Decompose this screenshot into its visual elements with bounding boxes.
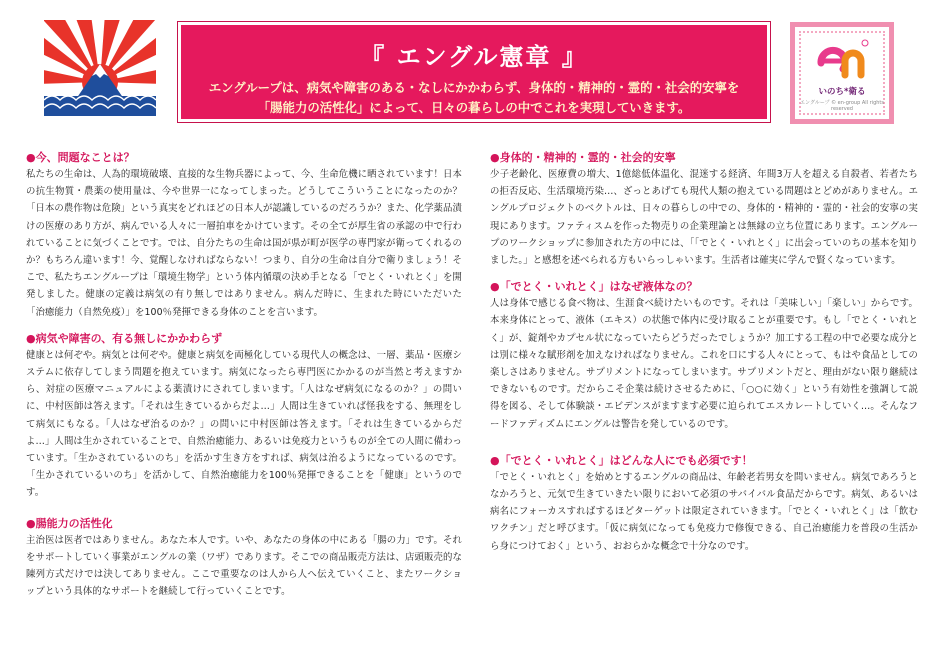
section-body: 「でとく・いれとく」を始めとするエングルの商品は、年齢老若男女を問いません。病気であろうとなかろうと、元気で生きていきたい限りにおいて必須のサバイバル食品だからです。病気、あるいは病名にフォーカスすればするほどターゲットは限定されていきます。「でとく・いれとく」は「飲むワクチン」だと呼びます。「仮に病気になっても免疫力で修復できる、自己治癒能力を普段の生活から身につけておく」という、おおらかな概念で十分なのです。 — [490, 471, 918, 552]
section-body: 私たちの生命は、人為的環境破壊、直接的な生物兵器によって、今、生命危機に晒されています！日本の抗生物質・農薬の使用量は、今や世界一になってしまった。どうしてこういうことになったのか？「日本の農作物は危険」という真実をどれほどの日本人が認識しているのだろうか？また、化学薬品漬けの医療のあり方が、病んでいる人々に一層拍車をかけています。その全てが厚生省の承認の中で行われていることに気づくことです。では、自分たちの生命は国が県が町が医学の専門家が衛ってくれるのか？もちろん違います！今、覚醒しなければならない！つまり、自分の生命は自分で衛りましょう！そこで、私たちエングループは「環境生物学」という体内循環の決め手となる「でとく・いれとく」を開発しました。健康の定義は病気の有り無しではありません。病んだ時に、生まれた時にいただいた「治癒能力（自然免疫）」を100％発揮できる身体のことを言います。 — [26, 169, 462, 318]
en-group-logo — [790, 22, 894, 124]
left-column — [26, 150, 462, 614]
section-heading: ●「でとく・いれとく」はなぜ液体なの？ — [490, 280, 698, 294]
section-body: 少子老齢化、医療費の増大、1億総低体温化、混迷する経済、年間3万人を超える自殺者、若者たちの拒否反応、生活環境汚染…、ざっとあげても現代人類の抱えている問題はとどめがありません。エングルプロジェクトのベクトルは、日々の暮らしの中での、身体的・精神的・霊的・社会的安寧の実現にあります。ファティスムを作った物売りの企業理論とは無縁の立ち位置にあります。エングループのワークショップに参加された方の中には、「「でとく・いれとく」に出会っていのちの基本を知りました。」と感想を述べられる方もいらっしゃいます。生活者は確実に学んで賢くなっています。 — [490, 169, 918, 267]
logo-slogan: いのち*衛る — [818, 87, 866, 97]
section-body: 人は身体で感じる食べ物は、生涯食べ続けたいものです。それは「美味しい」「楽しい」からです。本来身体にとって、液体（エキス）の状態で体内に受け取ることが重要です。もし「でとく・いれとく」が、錠剤やカプセル状になっていたらどうだったでしょうか？加工する工程の中で必要な成分とは別に様々な賦形剤を加えなければなりません。これを口にする人々にとって、もはや食品としての楽しさはありません。サプリメントになってしまいます。サプリメントだと、理由がない限り継続はできないものです。だからこそ企業は続けさせるために、「○○に効く」という有効性を強調して説得を図る、そして体験談・エビデンスがますます必要に迫られてエスカレートしていく…。そんなフードファディズムにエングルは警告を発しているのです。 — [490, 298, 918, 430]
banner-text-line-1: エングループは、病気や障害のある・なしにかかわらず、身体的・精神的・霊的・社会的安寧を — [208, 80, 740, 95]
section-heading: ●病気や障害の、有る無しにかかわらず — [26, 331, 223, 345]
section-heading: ●「でとく・いれとく」はどんな人にでも必須です！ — [490, 453, 753, 467]
en-logo-icon — [815, 37, 871, 81]
section-gut-ability — [26, 516, 462, 601]
section-current-problems — [26, 150, 462, 321]
section-heading: ●今、問題なことは？ — [26, 151, 135, 164]
banner-text-line-2: 「腸能力の活性化」によって、日々の暮らしの中でこれを実現していきます。 — [257, 100, 691, 115]
charter-banner — [178, 22, 770, 122]
logo-copyright: エングループ © en-group All rights reserved — [800, 100, 884, 112]
right-column — [490, 150, 918, 567]
rising-sun-wave-icon — [44, 20, 156, 116]
rising-sun-logo — [44, 20, 156, 116]
section-body: 健康とは何ぞや。病気とは何ぞや。健康と病気を両極化している現代人の概念は、一層、薬品・医療システムに依存してしまう問題を抱えています。病気になったら専門医にかかるのが当然と考えますから、対症の医療マニュアルによる薬漬けにされてしまいます。「人はなぜ病気になるのか？」の問いに、中村医師は答えます。「それは生きているからだよ…」人間は生きていれば怪我をする、無理をして病気にもなる。「人はなぜ治るのか？」の問いに中村医師は答えます。「それは生きているからだよ…」人間は生かされていることで、自然治癒能力、あるいは免疫力というものが全ての人間に備わっています。「生かされているいのち」を活かす生き方をすれば、病気は治るようになっているのです。「生かされているいのち」を活かして、自然治癒能力を100％発揮できることを「健康」というのです。 — [26, 349, 462, 499]
section-heading: ●身体的・精神的・霊的・社会的安寧 — [490, 151, 676, 164]
section-wellbeing — [490, 150, 918, 269]
section-heading: ●腸能力の活性化 — [26, 516, 113, 530]
section-why-liquid — [490, 279, 918, 433]
section-body: 主治医は医者ではありません。あなた本人です。いや、あなたの身体の中にある「腸の力」です。それをサポートしていく事業がエングルの業（ワザ）であります。そこでの商品販売方法は、店頭販売的な陳列方式だけでは決してありません。ここで重要なのは人から人へ伝えていくこと、またワークショップという具体的なサポートを継続して行っていくことです。 — [26, 534, 462, 598]
section-essential-for-all — [490, 453, 918, 555]
page-title: 『 エングル憲章 』 — [360, 43, 588, 71]
section-regardless-of-illness — [26, 331, 462, 502]
